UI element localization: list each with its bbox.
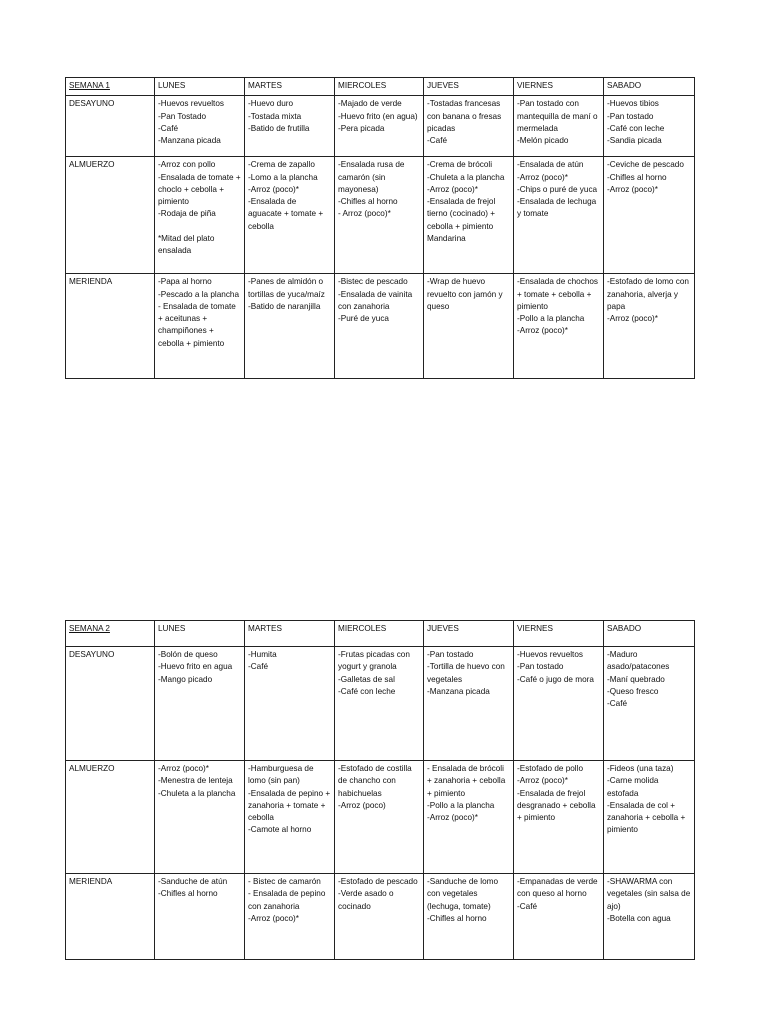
menu-cell: -Tostadas francesas con banana o fresas picadas -Café [424, 96, 514, 157]
menu-cell: -Pan tostado con mantequilla de maní o mermelada -Melón picado [514, 96, 604, 157]
menu-cell: -Huevo duro -Tostada mixta -Batido de frutilla [245, 96, 335, 157]
menu-cell: -Majado de verde -Huevo frito (en agua) -Pera picada [335, 96, 424, 157]
menu-cell: -SHAWARMA con vegetales (sin salsa de ajo) -Botella con agua [604, 874, 695, 960]
menu-cell: -Humita -Café [245, 647, 335, 761]
menu-cell: -Estofado de pescado -Verde asado o cocinado [335, 874, 424, 960]
menu-cell: -Estofado de lomo con zanahoria, alverja y papa -Arroz (poco)* [604, 274, 695, 379]
menu-cell: -Arroz con pollo -Ensalada de tomate + choclo + cebolla + pimiento -Rodaja de piña *Mitad del plato ensalada [155, 157, 245, 274]
meal-label: MERIENDA [66, 274, 155, 379]
menu-cell: -Sanduche de lomo con vegetales (lechuga, tomate) -Chifles al horno [424, 874, 514, 960]
header-row [66, 621, 695, 647]
day-header: MIERCOLES [335, 621, 424, 647]
day-header: VIERNES [514, 78, 604, 96]
menu-cell: -Hamburguesa de lomo (sin pan) -Ensalada de pepino + zanahoria + tomate + cebolla -Camote al horno [245, 761, 335, 874]
menu-cell: -Estofado de costilla de chancho con habichuelas -Arroz (poco) [335, 761, 424, 874]
menu-cell: -Crema de zapallo -Lomo a la plancha -Arroz (poco)* -Ensalada de aguacate + tomate + cebolla [245, 157, 335, 274]
meal-label: ALMUERZO [66, 157, 155, 274]
menu-cell: -Bistec de pescado -Ensalada de vainita con zanahoria -Puré de yuca [335, 274, 424, 379]
day-header: JUEVES [424, 78, 514, 96]
menu-cell: -Maduro asado/patacones -Maní quebrado -Queso fresco -Café [604, 647, 695, 761]
week-label: SEMANA 2 [66, 621, 155, 647]
day-header: MARTES [245, 621, 335, 647]
meal-row-almuerzo [66, 761, 695, 874]
menu-cell: -Ensalada de chochos + tomate + cebolla + pimiento -Pollo a la plancha -Arroz (poco)* [514, 274, 604, 379]
menu-cell: -Panes de almidón o tortillas de yuca/maíz -Batido de naranjilla [245, 274, 335, 379]
menu-cell: -Bolón de queso -Huevo frito en agua -Mango picado [155, 647, 245, 761]
meal-label: DESAYUNO [66, 647, 155, 761]
day-header: SABADO [604, 621, 695, 647]
menu-cell: -Pan tostado -Tortilla de huevo con vegetales -Manzana picada [424, 647, 514, 761]
day-header: VIERNES [514, 621, 604, 647]
menu-cell: -Papa al horno -Pescado a la plancha - Ensalada de tomate + aceitunas + champiñones + cebolla + pimiento [155, 274, 245, 379]
menu-cell: -Estofado de pollo -Arroz (poco)* -Ensalada de frejol desgranado + cebolla + pimiento [514, 761, 604, 874]
meal-row-merienda [66, 274, 695, 379]
meal-row-desayuno [66, 96, 695, 157]
day-header: LUNES [155, 621, 245, 647]
menu-cell: -Ensalada de atún -Arroz (poco)* -Chips o puré de yuca -Ensalada de lechuga y tomate [514, 157, 604, 274]
day-header: SABADO [604, 78, 695, 96]
menu-cell: -Wrap de huevo revuelto con jamón y queso [424, 274, 514, 379]
week-2-table [65, 620, 695, 960]
menu-cell: -Arroz (poco)* -Menestra de lenteja -Chuleta a la plancha [155, 761, 245, 874]
menu-cell: -Fideos (una taza) -Carne molida estofada -Ensalada de col + zanahoria + cebolla + pimiento [604, 761, 695, 874]
day-header: JUEVES [424, 621, 514, 647]
menu-cell: -Sanduche de atún -Chifles al horno [155, 874, 245, 960]
week-label: SEMANA 1 [66, 78, 155, 96]
menu-cell: - Bistec de camarón - Ensalada de pepino con zanahoria -Arroz (poco)* [245, 874, 335, 960]
week-1-table [65, 77, 695, 379]
menu-cell: -Ceviche de pescado -Chifles al horno -Arroz (poco)* [604, 157, 695, 274]
menu-cell: -Frutas picadas con yogurt y granola -Galletas de sal -Café con leche [335, 647, 424, 761]
meal-label: MERIENDA [66, 874, 155, 960]
menu-cell: -Crema de brócoli -Chuleta a la plancha -Arroz (poco)* -Ensalada de frejol tierno (cocinado) + cebolla + pimiento Mandarina [424, 157, 514, 274]
menu-cell: -Huevos tibios -Pan tostado -Café con leche -Sandia picada [604, 96, 695, 157]
menu-cell: - Ensalada de brócoli + zanahoria + cebolla + pimiento -Pollo a la plancha -Arroz (poco)* [424, 761, 514, 874]
day-header: MARTES [245, 78, 335, 96]
day-header: MIERCOLES [335, 78, 424, 96]
meal-label: DESAYUNO [66, 96, 155, 157]
menu-cell: -Empanadas de verde con queso al horno -Café [514, 874, 604, 960]
meal-row-almuerzo [66, 157, 695, 274]
day-header: LUNES [155, 78, 245, 96]
meal-row-desayuno [66, 647, 695, 761]
meal-label: ALMUERZO [66, 761, 155, 874]
meal-row-merienda [66, 874, 695, 960]
header-row [66, 78, 695, 96]
menu-cell: -Ensalada rusa de camarón (sin mayonesa) -Chifles al horno - Arroz (poco)* [335, 157, 424, 274]
menu-cell: -Huevos revueltos -Pan Tostado -Café -Manzana picada [155, 96, 245, 157]
menu-cell: -Huevos revueltos -Pan tostado -Café o jugo de mora [514, 647, 604, 761]
